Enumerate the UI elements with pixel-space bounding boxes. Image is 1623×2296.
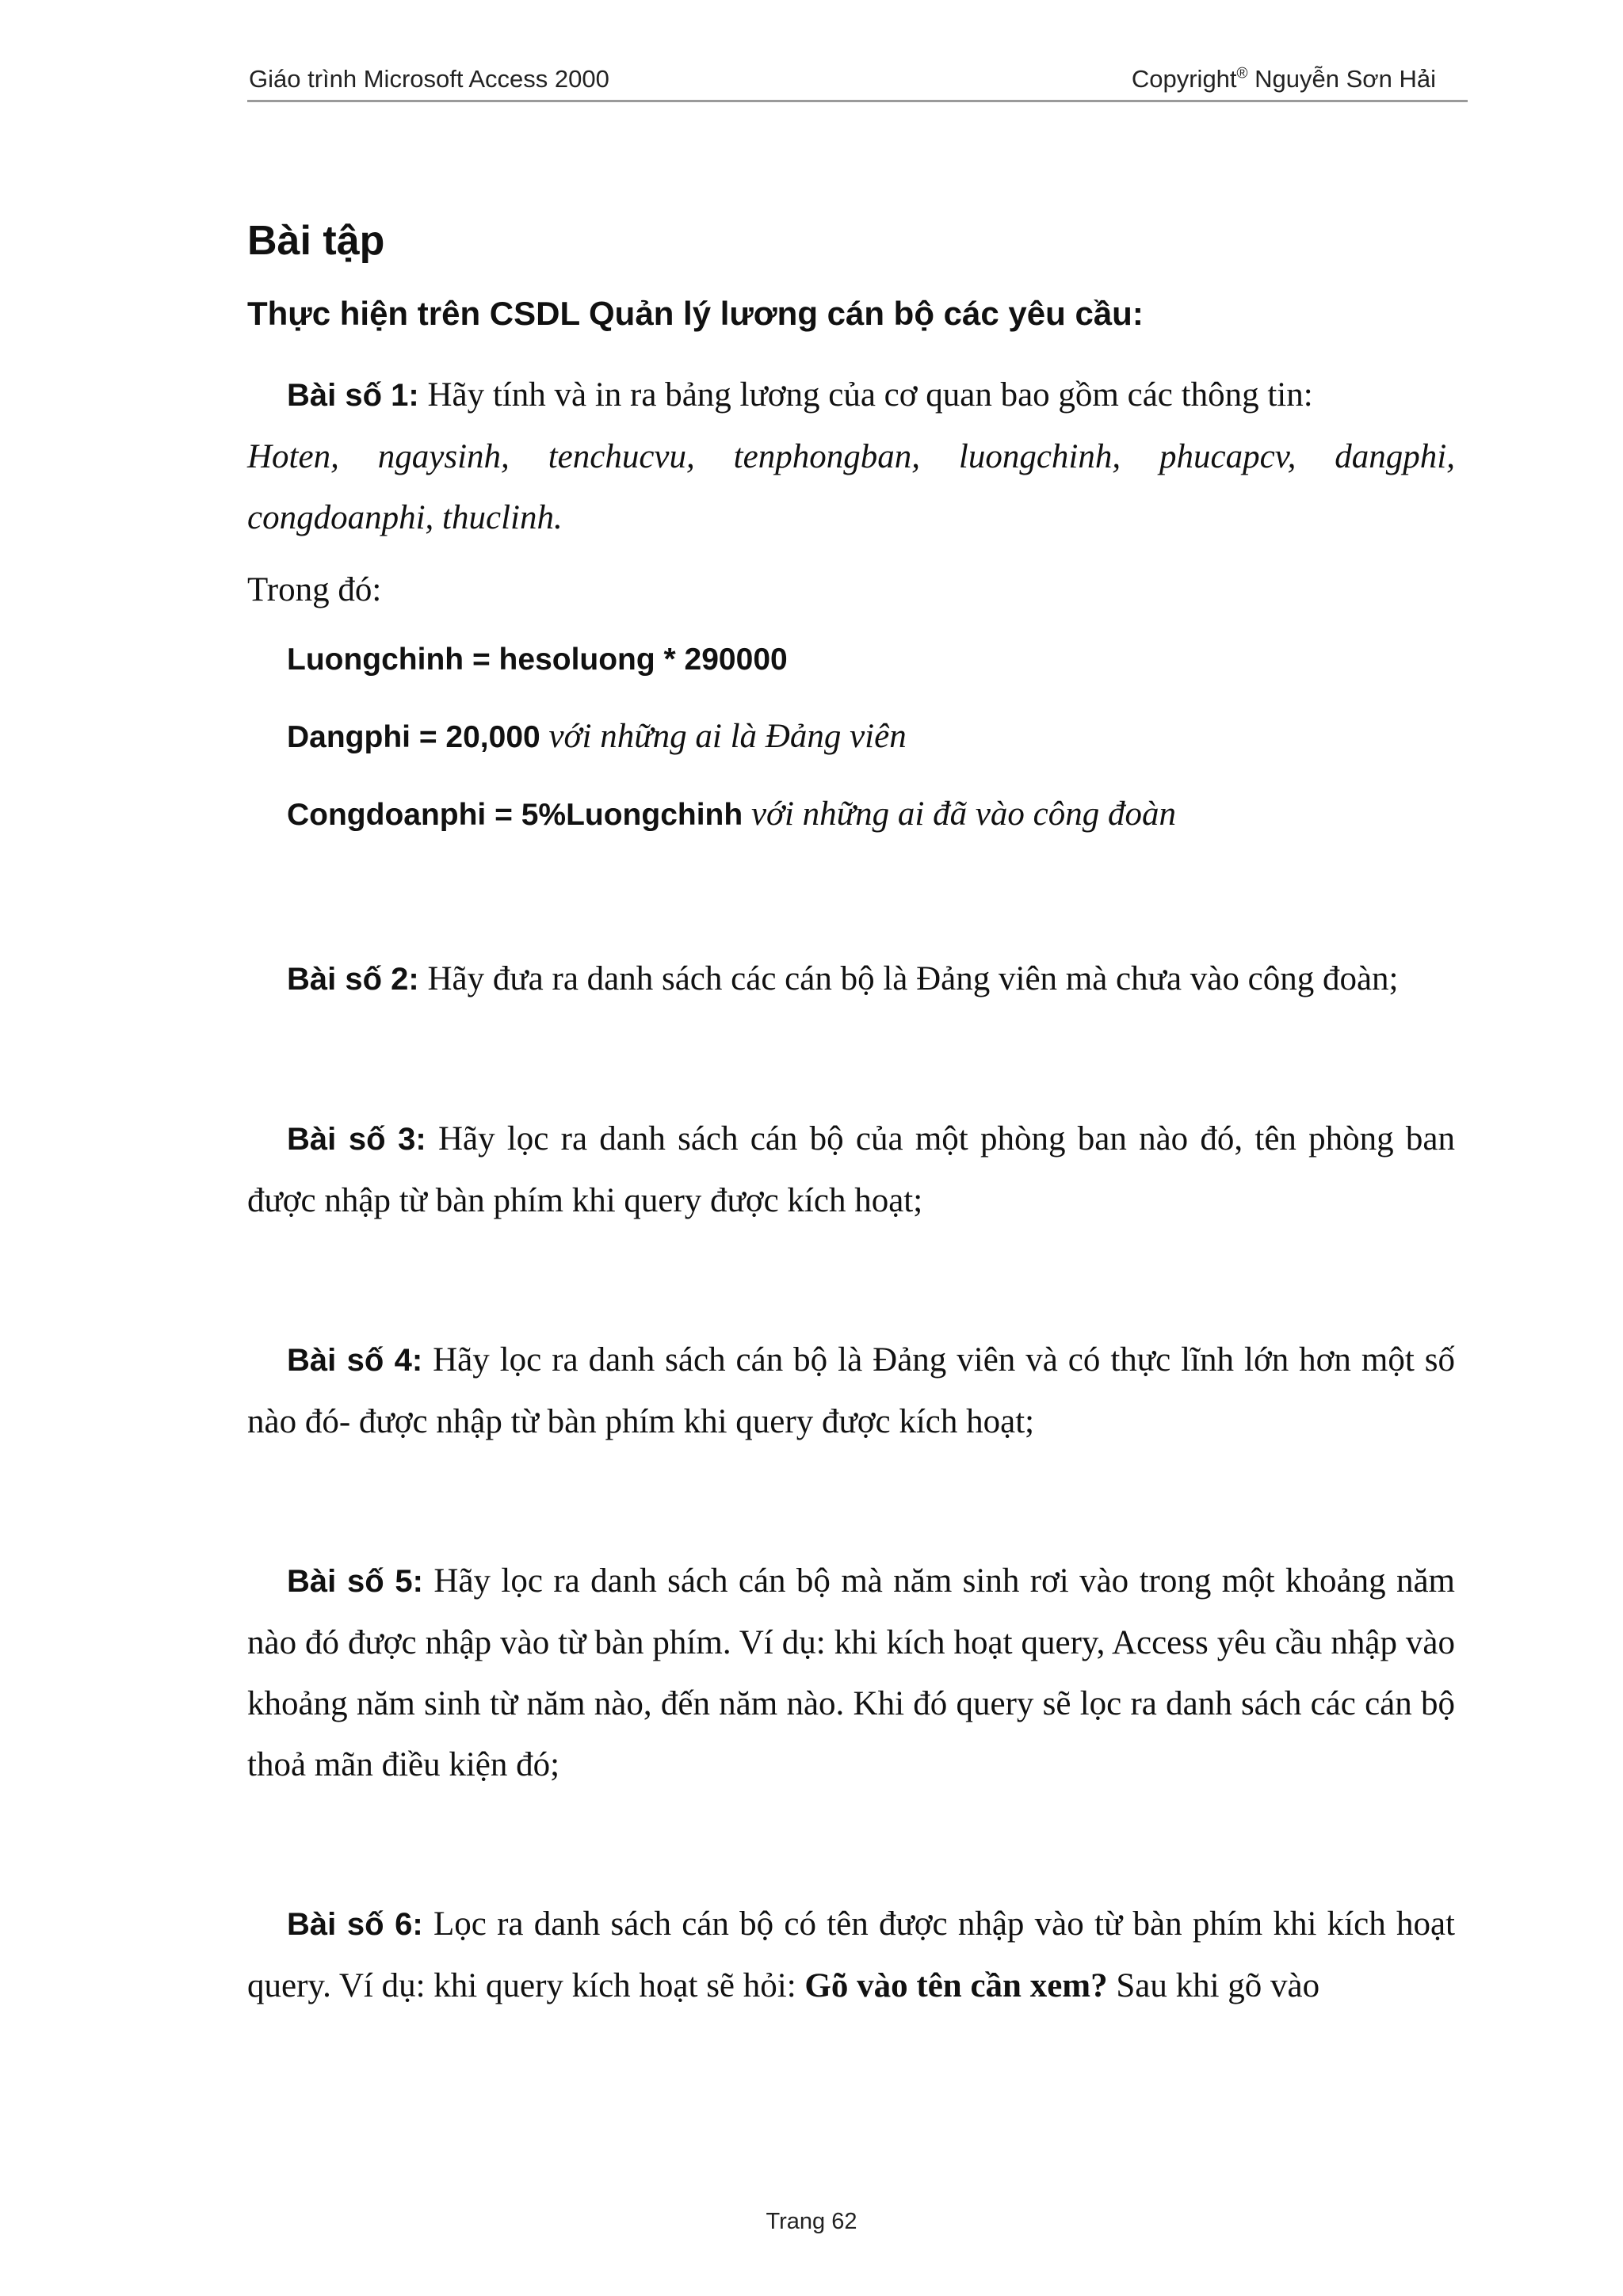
exercise-6-label: Bài số 6: [287,1907,423,1942]
page-content [247,211,1455,2016]
header-copyright [1132,65,1436,93]
exercise-2-label: Bài số 2: [287,962,419,997]
registered-mark: ® [1236,65,1248,82]
header-book-title: Giáo trình Microsoft Access 2000 [249,65,609,93]
exercise-6-text: Lọc ra danh sách cán bộ có tên được nhập vào từ bàn phím khi kích hoạt query. Ví dụ: khi query kích hoạt sẽ hỏi: [247,1905,1455,2004]
exercise-5-text: Hãy lọc ra danh sách cán bộ mà năm sinh rơi vào trong một khoảng năm nào đó được nhập vào từ bàn phím. Ví dụ: khi kích hoạt query, Access yêu cầu nhập vào khoảng năm sinh từ năm nào, đến năm nào. Khi đó query sẽ lọc ra danh sách các cán bộ thoả mãn điều kiện đó; [247,1562,1456,1783]
formula-dangphi-text: Dangphi = 20,000 [287,720,540,754]
formula-congdoanphi-text: Congdoanphi = 5%Luongchinh [287,798,743,832]
exercise-5 [247,1550,1455,1795]
exercise-1-text: Hãy tính và in ra bảng lương của cơ quan bao gồm các thông tin: [418,376,1313,414]
exercise-6-text-after: Sau khi gõ vào [1107,1967,1320,2004]
author-name: Nguyễn Sơn Hải [1247,65,1436,93]
formula-luongchinh-text: Luongchinh = hesoluong * 290000 [287,643,788,677]
exercise-4 [247,1329,1455,1452]
exercise-1-label: Bài số 1: [287,378,419,413]
exercise-1-fields: Hoten, ngaysinh, tenchucvu, tenphongban, luongchinh, phucapcv, dangphi, congdoanphi, thuclinh. [247,438,1455,536]
exercise-3-text: Hãy lọc ra danh sách cán bộ của một phòng ban nào đó, tên phòng ban được nhập từ bàn phím khi query được kích hoạt; [247,1120,1456,1219]
formula-congdoanphi-note: với những ai đã vào công đoàn [743,795,1177,833]
formula-dangphi [287,698,1455,776]
exercise-3-label: Bài số 3: [287,1122,426,1157]
page-header [247,60,1468,102]
section-subtitle: Thực hiện trên CSDL Quản lý lương cán bộ các yêu cầu: [247,295,1144,332]
page-title: Bài tập [247,218,385,264]
exercise-6-prompt: Gõ vào tên cần xem? [804,1967,1108,2004]
exercise-2 [247,948,1455,1010]
exercise-1-trong-do: Trong đó: [247,571,382,608]
formula-luongchinh [287,620,1455,698]
page-number: Trang 62 [766,2209,857,2234]
formula-dangphi-note: với những ai là Đảng viên [540,718,907,755]
exercise-6 [247,1894,1455,2016]
exercise-1 [247,364,1455,426]
exercise-5-label: Bài số 5: [287,1564,423,1599]
copyright-label: Copyright [1131,65,1237,93]
exercise-2-text: Hãy đưa ra danh sách các cán bộ là Đảng viên mà chưa vào công đoàn; [418,960,1399,997]
formula-congdoanphi [287,776,1455,853]
exercise-3 [247,1108,1455,1231]
exercise-4-label: Bài số 4: [287,1343,423,1378]
exercise-4-text: Hãy lọc ra danh sách cán bộ là Đảng viên và có thực lĩnh lớn hơn một số nào đó- được nhập từ bàn phím khi query được kích hoạt; [247,1341,1455,1440]
